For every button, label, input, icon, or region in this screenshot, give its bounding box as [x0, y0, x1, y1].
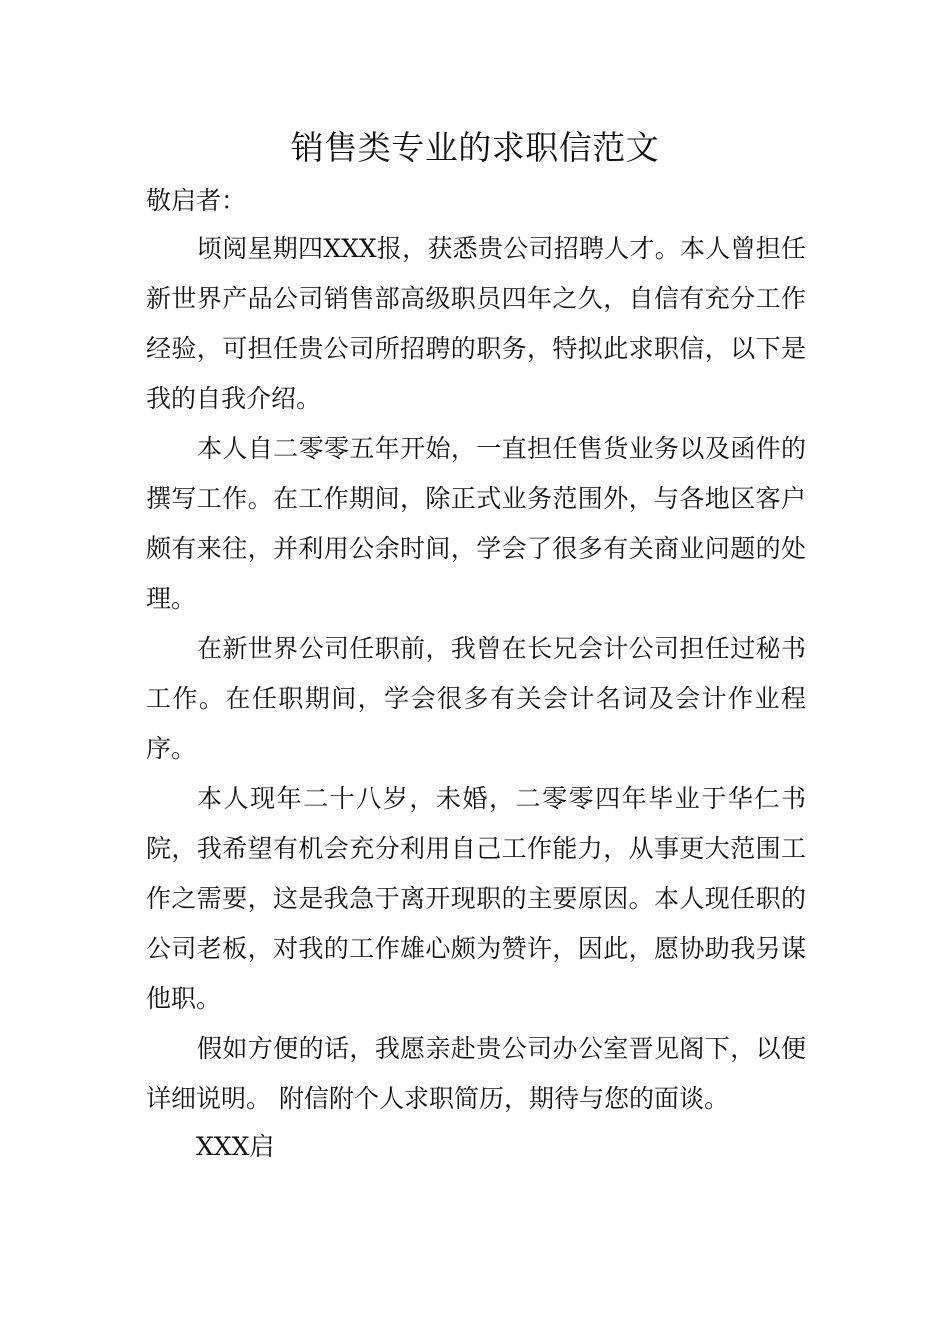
paragraph-personal: 本人现年二十八岁，未婚，二零零四年毕业于华仁书院，我希望有机会充分利用自己工作能力，从事更大范围工作之需要，这是我急于离开现职的主要原因。本人现任职的公司老板，对我的工作雄心颇为赞许，因此，愿协助我另谋他职。 — [146, 784, 806, 1013]
paragraph-previous-job: 在新世界公司任职前，我曾在长兄会计公司担任过秘书工作。在任职期间，学会很多有关会计名词及会计作业程序。 — [146, 634, 806, 763]
paragraph-closing: 假如方便的话，我愿亲赴贵公司办公室晋见阁下，以便详细说明。 附信附个人求职简历，期待与您的面谈。 — [146, 1034, 806, 1113]
paragraph-intro: 顷阅星期四XXX报，获悉贵公司招聘人才。本人曾担任新世界产品公司销售部高级职员四年之久，自信有充分工作经验，可担任贵公司所招聘的职务，特拟此求职信，以下是我的自我介绍。 — [146, 234, 806, 413]
letter-body — [146, 224, 806, 1124]
paragraph-experience: 本人自二零零五年开始，一直担任售货业务以及函件的撰写工作。在工作期间，除正式业务范围外，与各地区客户颇有来往，并利用公余时间，学会了很多有关商业问题的处理。 — [146, 434, 806, 613]
salutation: 敬启者： — [146, 186, 247, 215]
signature: XXX启 — [196, 1132, 275, 1161]
document-title: 销售类专业的求职信范文 — [290, 128, 660, 167]
